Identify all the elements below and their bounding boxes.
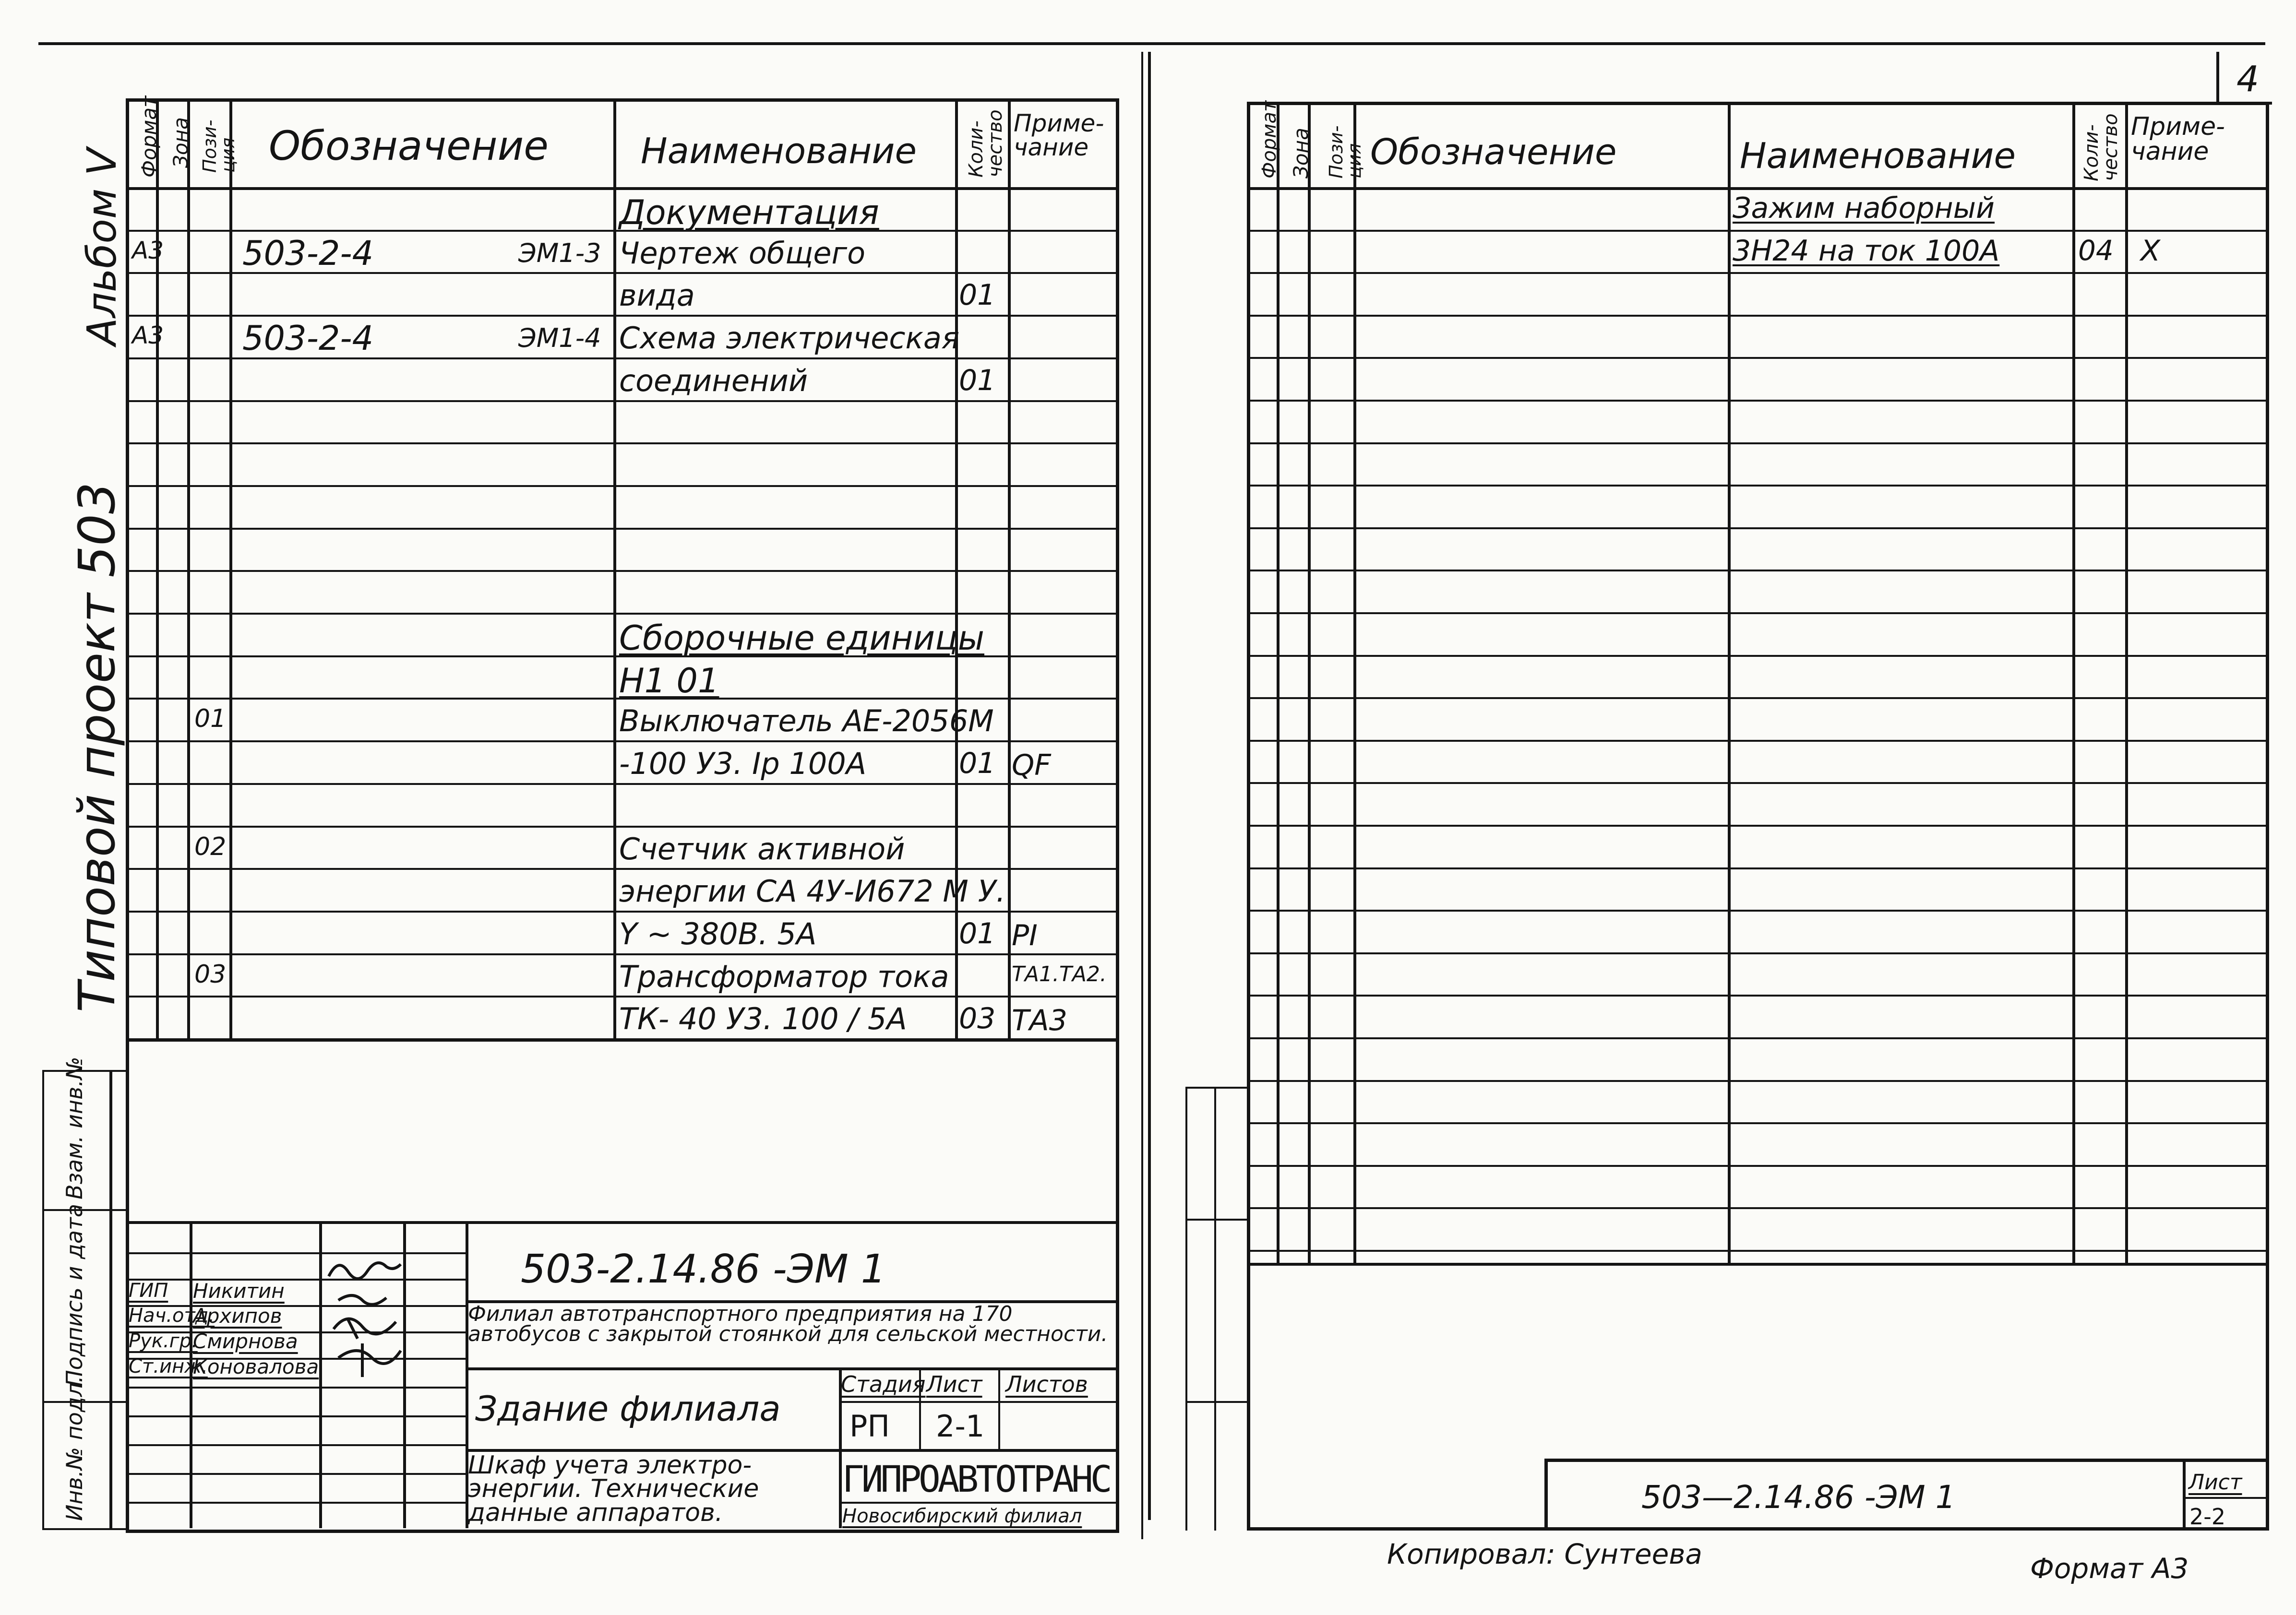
row-line xyxy=(126,570,1119,572)
r-col-line-kol xyxy=(2125,102,2128,1263)
row-name: Счетчик активной xyxy=(619,831,905,867)
r-row-line xyxy=(1247,910,2269,912)
row-position: 01 xyxy=(194,704,227,734)
stage-header: Стадия xyxy=(841,1371,926,1397)
r-header-poz: Пози-ция xyxy=(1326,125,1365,178)
r-row-quantity: 04 xyxy=(2078,234,2114,267)
row-quantity: 03 xyxy=(959,1002,996,1036)
title-block-top-line xyxy=(126,1221,1119,1224)
building-title: Здание филиала xyxy=(475,1389,781,1429)
col-line-kol xyxy=(1008,98,1011,1039)
tb-project-bottom xyxy=(466,1367,1119,1370)
r-col-line-poz xyxy=(1353,102,1356,1263)
tb-row-9 xyxy=(126,1473,466,1475)
row-line xyxy=(126,400,1119,402)
row-name: -100 У3. Ip 100А xyxy=(619,746,867,782)
row-quantity: 01 xyxy=(959,363,996,397)
branch-name: Новосибирский филиал xyxy=(842,1505,1082,1527)
stage-value: РП xyxy=(849,1409,890,1444)
row-quantity: 01 xyxy=(959,916,996,950)
header-bottom-line xyxy=(126,187,1119,190)
row-name: Сборочные единицы xyxy=(619,618,984,658)
inv-podl-label: Инв.№ подл. xyxy=(61,1376,87,1521)
row-name: вида xyxy=(619,278,695,313)
top-border-line-right xyxy=(1152,42,2265,45)
sheet-divider-line xyxy=(1148,52,1151,1520)
r-header-kol: Коли-чество xyxy=(2081,113,2122,181)
r-row-line xyxy=(1247,740,2269,742)
top-border-line xyxy=(38,42,1152,45)
row-name: ТК- 40 У3. 100 / 5А xyxy=(619,1001,907,1037)
sheet-divider-line-2 xyxy=(1141,52,1143,1539)
row-format: А3 xyxy=(132,321,164,350)
row-line xyxy=(126,315,1119,317)
podpis-data-label: Подпись и дата xyxy=(61,1203,87,1387)
r-row-line xyxy=(1247,357,2269,359)
header-naimenovanie: Наименование xyxy=(641,131,917,172)
role-title: Нач.отд. xyxy=(129,1305,215,1327)
r-row-line xyxy=(1247,272,2269,274)
r-row-line xyxy=(1247,570,2269,571)
r-sheet-label: Лист xyxy=(2188,1470,2242,1495)
page-number: 4 xyxy=(2236,59,2260,100)
col-line-zona xyxy=(187,98,190,1039)
row-line xyxy=(126,996,1119,998)
table-bottom-line xyxy=(126,1039,1119,1042)
side-strip-line-2 xyxy=(42,1070,44,1528)
row-name: Н1 01 xyxy=(619,661,719,701)
row-line xyxy=(126,528,1119,530)
header-prim: Приме-чание xyxy=(1014,109,1104,161)
r-header-zona: Зона xyxy=(1289,128,1313,178)
tb-row-10 xyxy=(126,1502,466,1504)
row-note: QF xyxy=(1012,748,1051,783)
r-col-line-naim xyxy=(2072,102,2075,1263)
r-row-line xyxy=(1247,230,2269,232)
row-note: ТА3 xyxy=(1012,1004,1067,1038)
tb-row-7 xyxy=(126,1415,466,1417)
right-side-strip-top xyxy=(1185,1087,1247,1089)
row-line xyxy=(126,826,1119,828)
right-side-strip-div2 xyxy=(1185,1401,1247,1403)
r-col-line-oboz xyxy=(1728,102,1731,1263)
row-quantity: 01 xyxy=(959,278,996,312)
sheets-header: Листов xyxy=(1005,1371,1088,1397)
col-line-oboz xyxy=(613,98,616,1039)
role-person-name: Коновалова xyxy=(193,1355,319,1378)
role-title: ГИП xyxy=(129,1280,168,1302)
r-row-line xyxy=(1247,655,2269,657)
header-poz: Пози-ция xyxy=(199,119,239,173)
header-kol: Коли-чество xyxy=(965,109,1006,178)
r-row-line xyxy=(1247,952,2269,954)
r-row-line xyxy=(1247,1207,2269,1209)
role-person-name: Смирнова xyxy=(193,1330,298,1353)
r-row-line xyxy=(1247,995,2269,997)
r-row-line xyxy=(1247,400,2269,402)
r-row-line xyxy=(1247,1250,2269,1252)
right-side-strip-line xyxy=(1185,1087,1187,1531)
r-row-line xyxy=(1247,612,2269,614)
row-line xyxy=(126,740,1119,742)
row-name: Трансформатор тока xyxy=(619,959,949,994)
r-header-naimenovanie: Наименование xyxy=(1740,135,2016,177)
r-row-line xyxy=(1247,315,2269,317)
r-row-line xyxy=(1247,1037,2269,1039)
row-name: Чертеж общего xyxy=(619,235,866,271)
project-label: Типовой проект 503 xyxy=(68,482,126,1012)
row-line xyxy=(126,868,1119,870)
row-designation-suffix: ЭМ1-3 xyxy=(518,238,601,268)
side-strip-line xyxy=(109,1070,112,1528)
r-row-line xyxy=(1247,1122,2269,1124)
r-row-line xyxy=(1247,782,2269,784)
row-line xyxy=(126,911,1119,913)
row-name: Y ~ 380В. 5А xyxy=(619,916,817,951)
paper-format: Формат А3 xyxy=(2030,1552,2189,1585)
row-designation-suffix: ЭМ1-4 xyxy=(518,323,601,354)
tb-sheet-col xyxy=(998,1367,1000,1449)
side-strip-bottom xyxy=(42,1528,126,1530)
header-format: Формат xyxy=(137,95,161,178)
r-header-prim: Приме-чание xyxy=(2131,112,2225,166)
row-line xyxy=(126,613,1119,615)
tb-stage-header-line xyxy=(839,1401,1119,1403)
row-format: А3 xyxy=(132,236,164,264)
signatures-graphic xyxy=(319,1247,415,1391)
r-stamp-sheet-col xyxy=(2183,1459,2186,1531)
right-side-strip-line-2 xyxy=(1214,1087,1216,1531)
project-title: Филиал автотранспортного предприятия на 170 автобусов с закрытой стоянкой для сельской местности. xyxy=(468,1302,1108,1346)
r-header-oboznachenie: Обозначение xyxy=(1370,131,1617,173)
r-row-line xyxy=(1247,442,2269,444)
row-name: Выключатель АЕ-2056М xyxy=(619,703,994,739)
r-col-line-format xyxy=(1277,102,1280,1263)
row-line xyxy=(126,783,1119,785)
row-line xyxy=(126,953,1119,955)
r-table-bottom-line xyxy=(1247,1263,2269,1266)
role-person-name: Никитин xyxy=(193,1279,285,1303)
r-sheet-value: 2-2 xyxy=(2189,1504,2226,1530)
role-title: Рук.гр. xyxy=(129,1330,198,1352)
r-row-line xyxy=(1247,867,2269,869)
role-title: Ст.инж. xyxy=(129,1355,208,1378)
row-line xyxy=(126,485,1119,487)
r-row-line xyxy=(1247,697,2269,699)
r-row-name: 3Н24 на ток 100А xyxy=(1733,234,2000,268)
copied-by: Копировал: Сунтеева xyxy=(1387,1538,1702,1570)
organization-name: ГИПРОАВТОТРАНС xyxy=(842,1458,1110,1500)
header-zona: Зона xyxy=(169,117,192,168)
r-header-bottom-line xyxy=(1247,187,2269,190)
r-row-line xyxy=(1247,527,2269,529)
row-quantity: 01 xyxy=(959,747,996,781)
row-name: Схема электрическая xyxy=(619,321,960,356)
tb-org-line xyxy=(839,1502,1119,1504)
header-oboznachenie: Обозначение xyxy=(269,122,549,169)
r-stamp-sheet-line xyxy=(2183,1497,2269,1499)
sheet-header: Лист xyxy=(926,1371,982,1397)
row-name: Документация xyxy=(619,193,879,232)
r-row-line xyxy=(1247,1165,2269,1167)
drawing-code: 503-2.14.86 -ЭМ 1 xyxy=(521,1247,886,1292)
sheet-description: Шкаф учета электро-энергии. Технические данные аппаратов. xyxy=(468,1451,759,1527)
album-label: Альбом V xyxy=(78,148,125,345)
r-row-line xyxy=(1247,825,2269,827)
right-side-strip-div1 xyxy=(1185,1219,1247,1221)
r-row-note: Х xyxy=(2141,234,2161,268)
row-note: PI xyxy=(1012,918,1038,952)
row-name: энергии СА 4У-И672 М У. xyxy=(619,874,1006,909)
row-position: 02 xyxy=(194,832,227,861)
row-designation: 503-2-4 xyxy=(242,319,374,358)
row-position: 03 xyxy=(194,960,227,989)
r-row-line xyxy=(1247,485,2269,487)
r-drawing-code: 503—2.14.86 -ЭМ 1 xyxy=(1641,1479,1956,1516)
row-line xyxy=(126,442,1119,444)
role-person-name: Архипов xyxy=(193,1304,282,1328)
vzam-inv-label: Взам. инв.№ xyxy=(61,1057,87,1199)
tb-row-8 xyxy=(126,1444,466,1446)
row-designation: 503-2-4 xyxy=(242,233,374,273)
r-row-line xyxy=(1247,1080,2269,1082)
r-col-line-zona xyxy=(1308,102,1311,1263)
sheet-value: 2-1 xyxy=(936,1409,985,1444)
r-header-format: Формат xyxy=(1258,100,1280,178)
r-row-name: Зажим наборный xyxy=(1733,191,1995,225)
row-note: ТА1.ТА2. xyxy=(1012,962,1107,986)
row-name: соединений xyxy=(619,363,808,398)
col-line-poz xyxy=(229,98,232,1039)
